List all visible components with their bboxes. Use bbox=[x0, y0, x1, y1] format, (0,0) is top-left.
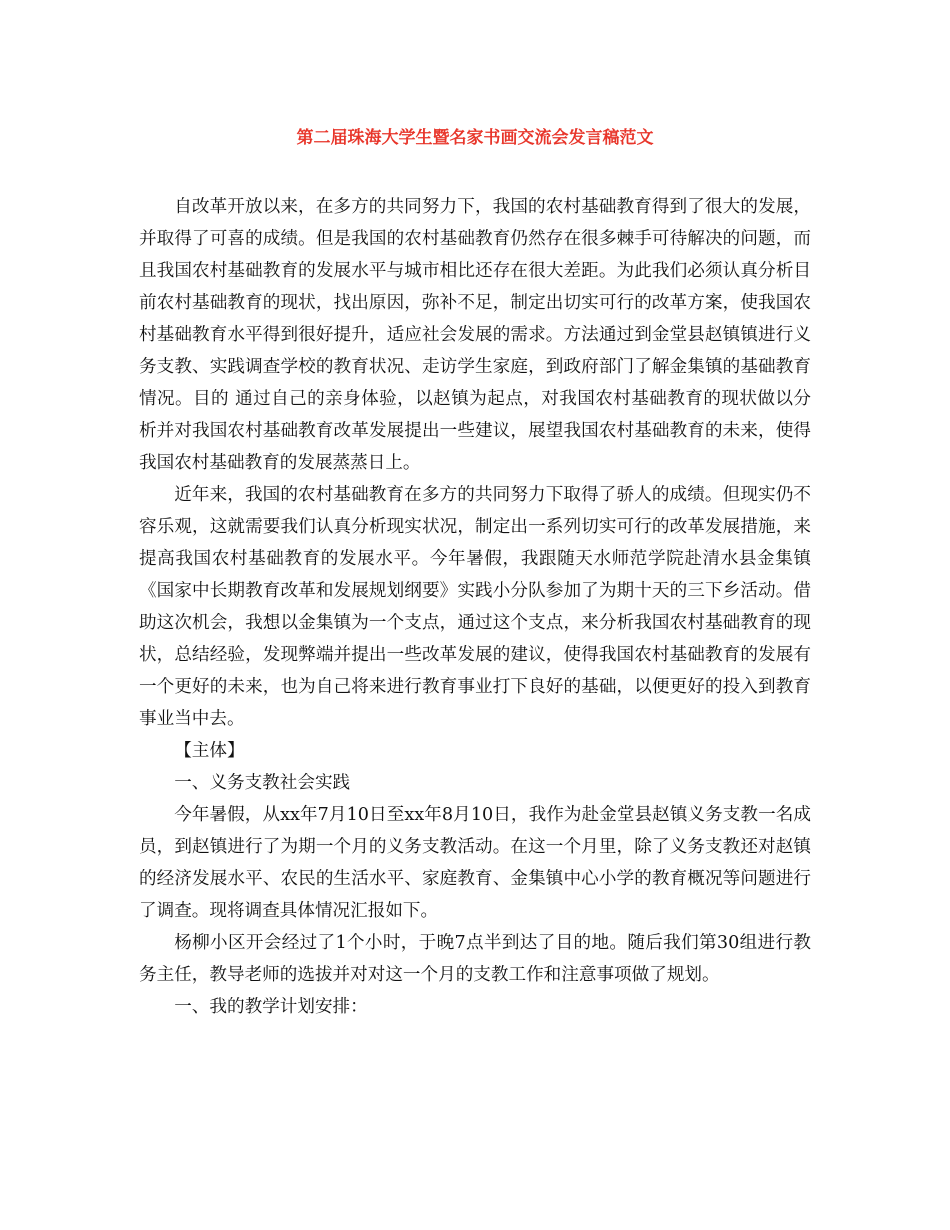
document-title: 第二届珠海大学生暨名家书画交流会发言稿范文 bbox=[296, 128, 654, 148]
paragraph-summer-teaching: 今年暑假，从xx年7月10日至xx年8月10日，我作为赴金堂县赵镇义务支教一名成员，到赵镇进行了为期一个月的义务支教活动。在这一个月里，除了义务支教还对赵镇的经济发展水平、农民的生活水平、家庭教育、金集镇中心小学的教育概况等问题进行了调查。现将调查具体情况汇报如下。 bbox=[139, 805, 811, 921]
document-body bbox=[139, 191, 811, 1023]
section-heading-teaching-plan: 一、我的教学计划安排： bbox=[174, 997, 368, 1017]
section-heading-volunteer-teaching: 一、义务支教社会实践 bbox=[174, 773, 351, 793]
paragraph-background: 近年来，我国的农村基础教育在多方的共同努力下取得了骄人的成绩。但现实仍不容乐观，这就需要我们认真分析现实状况，制定出一系列切实可行的改革发展措施，来提高我国农村基础教育的发展水平。今年暑假，我跟随天水师范学院赴清水县金集镇《国家中长期教育改革和发展规划纲要》实践小分队参加了为期十天的三下乡活动。借助这次机会，我想以金集镇为一个支点，通过这个支点，来分析我国农村基础教育的现状，总结经验，发现弊端并提出一些改革发展的建议，使得我国农村基础教育的发展有一个更好的未来，也为自己将来进行教育事业打下良好的基础，以便更好的投入到教育事业当中去。 bbox=[139, 485, 811, 729]
paragraph-intro: 自改革开放以来，在多方的共同努力下，我国的农村基础教育得到了很大的发展，并取得了可喜的成绩。但是我国的农村基础教育仍然存在很多棘手可待解决的问题，而且我国农村基础教育的发展水平与城市相比还存在很大差距。为此我们必须认真分析目前农村基础教育的现状，找出原因，弥补不足，制定出切实可行的改革方案，使我国农村基础教育水平得到很好提升，适应社会发展的需求。方法通过到金堂县赵镇镇进行义务支教、实践调查学校的教育状况、走访学生家庭，到政府部门了解金集镇的基础教育情况。目的 通过自己的亲身体验，以赵镇为起点，对我国农村基础教育的现状做以分析并对我国农村基础教育改革发展提出一些建议，展望我国农村基础教育的未来，使得我国农村基础教育的发展蒸蒸日上。 bbox=[139, 197, 811, 473]
section-heading-main-body: 【主体】 bbox=[174, 741, 245, 761]
paragraph-meeting: 杨柳小区开会经过了1个小时，于晚7点半到达了目的地。随后我们第30组进行教务主任，教导老师的选拔并对对这一个月的支教工作和注意事项做了规划。 bbox=[139, 933, 811, 985]
